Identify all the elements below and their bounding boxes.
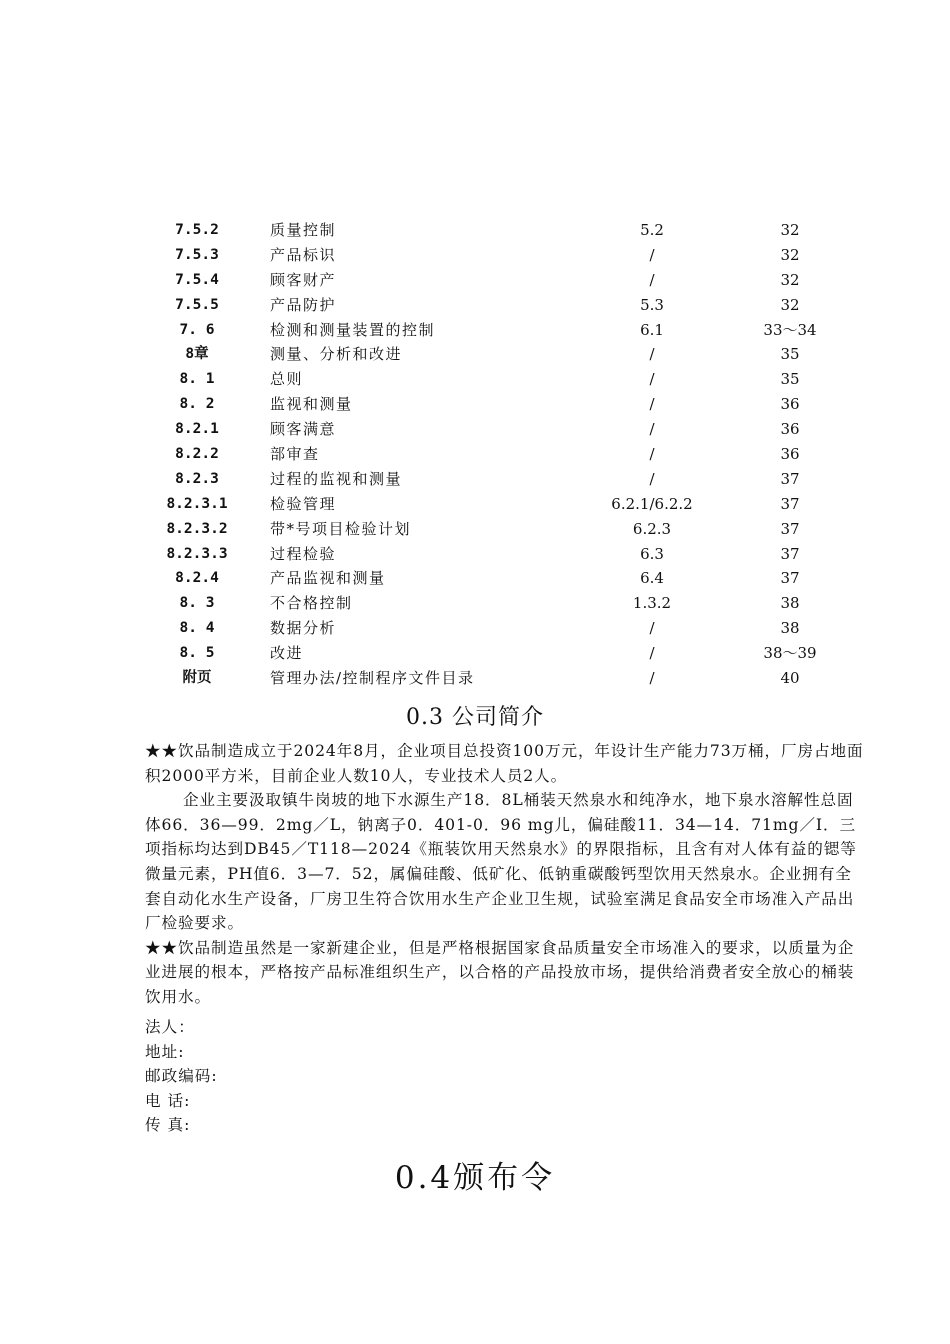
toc-row bbox=[0, 293, 950, 318]
toc-title: 过程的监视和测量 bbox=[270, 469, 403, 488]
toc-page: 32 bbox=[780, 245, 800, 264]
toc-page: 37 bbox=[780, 519, 800, 538]
profile-paragraph-3: ★★饮品制造虽然是一家新建企业，但是严格根据国家食品质量安全市场准入的要求，以质量为企业进展的根本，严格按产品标准组织生产，以合格的产品投放市场，提供给消费者安全放心的桶装饮用水。 bbox=[145, 938, 855, 1006]
toc-number: 8. 2 bbox=[179, 396, 215, 413]
section-heading-company-profile: 0.3 公司简介 bbox=[406, 705, 544, 730]
toc-title: 改进 bbox=[270, 644, 304, 663]
toc-title: 产品标识 bbox=[270, 245, 337, 264]
toc-page: 38 bbox=[780, 594, 800, 613]
profile-paragraph-2: 企业主要汲取镇牛岗坡的地下水源生产18．8L桶装天然泉水和纯净水，地下泉水溶解性总固体66．36—99．2mg／L，钠离子0．401-0．96 mg儿，偏硅酸11．34—14．71mg／I．三项指标均达到DB45／T118—2024《瓶装饮用天然泉水》的界限指标，且含有对人体有益的锶等微量元素，PH值6．3—7．52，属偏硅酸、低矿化、低钠重碳酸钙型饮用天然泉水。企业拥有全套自动化水生产设备，厂房卫生符合饮用水生产企业卫生规，试验室满足食品安全市场准入产品出厂检验要求。 bbox=[145, 791, 857, 933]
toc-page: 36 bbox=[780, 395, 800, 414]
company-profile-text bbox=[145, 739, 865, 1010]
toc-row bbox=[0, 566, 950, 591]
toc-number: 8. 5 bbox=[179, 645, 215, 662]
toc-reference: 6.1 bbox=[640, 320, 664, 339]
toc-page: 38～39 bbox=[763, 644, 817, 663]
toc-page: 37 bbox=[780, 569, 800, 588]
toc-page: 38 bbox=[780, 619, 800, 638]
toc-row bbox=[0, 342, 950, 367]
toc-title: 监视和测量 bbox=[270, 395, 353, 414]
toc-page: 35 bbox=[780, 370, 800, 389]
profile-paragraph-1: ★★饮品制造成立于2024年8月，企业项目总投资100万元，年设计生产能力73万桶，厂房占地面积2000平方米，目前企业人数10人，专业技术人员2人。 bbox=[145, 742, 864, 785]
toc-number: 7.5.3 bbox=[175, 246, 219, 263]
toc-number: 8. 4 bbox=[179, 620, 215, 637]
toc-number: 附页 bbox=[182, 670, 212, 687]
toc-title: 总则 bbox=[270, 370, 304, 389]
toc-title: 过程检验 bbox=[270, 544, 337, 563]
toc-number: 8.2.3.2 bbox=[166, 520, 228, 537]
toc-number: 7. 6 bbox=[179, 321, 215, 338]
field-address: 地址: bbox=[145, 1042, 185, 1061]
toc-reference: / bbox=[649, 370, 655, 389]
toc-page: 37 bbox=[780, 469, 800, 488]
toc-title: 质量控制 bbox=[270, 221, 337, 239]
contact-fields bbox=[145, 1015, 218, 1138]
toc-title: 不合格控制 bbox=[270, 594, 353, 613]
toc-number: 8. 1 bbox=[179, 371, 215, 388]
toc-title: 检测和测量装置的控制 bbox=[270, 320, 436, 339]
toc-number: 8.2.2 bbox=[175, 446, 219, 463]
toc-reference: / bbox=[649, 395, 655, 414]
toc-number: 8.2.3.3 bbox=[166, 545, 228, 562]
toc-reference: 5.2 bbox=[640, 221, 664, 239]
field-legal-person: 法人： bbox=[145, 1018, 195, 1036]
toc-page: 32 bbox=[780, 221, 800, 239]
toc-title: 数据分析 bbox=[270, 619, 337, 638]
toc-row bbox=[0, 591, 950, 616]
section-heading-promulgation: 0.4颁布令 bbox=[394, 1160, 556, 1196]
toc-row bbox=[0, 666, 950, 691]
toc-title: 带*号项目检验计划 bbox=[270, 519, 412, 538]
toc-title: 顾客财产 bbox=[270, 270, 337, 289]
toc-reference: / bbox=[649, 420, 655, 439]
toc-row bbox=[0, 392, 950, 417]
toc-reference: 6.3 bbox=[640, 544, 664, 563]
toc-reference: 1.3.2 bbox=[632, 594, 672, 613]
toc-reference: / bbox=[649, 644, 655, 663]
toc-number: 8.2.1 bbox=[175, 421, 219, 438]
toc-reference: / bbox=[649, 345, 655, 364]
toc-page: 37 bbox=[780, 494, 800, 513]
toc-reference: 6.2.3 bbox=[632, 519, 672, 538]
toc-title: 顾客满意 bbox=[270, 420, 337, 439]
toc-number: 8.2.4 bbox=[175, 570, 219, 587]
toc-reference: 6.4 bbox=[640, 569, 664, 588]
toc-reference: 6.2.1/6.2.2 bbox=[611, 494, 693, 513]
toc-page: 32 bbox=[780, 270, 800, 289]
toc-row bbox=[0, 243, 950, 268]
toc-row bbox=[0, 467, 950, 492]
toc-row bbox=[0, 268, 950, 293]
toc-page: 32 bbox=[780, 295, 800, 314]
toc-reference: 5.3 bbox=[640, 295, 664, 314]
toc-title: 部审查 bbox=[270, 445, 320, 464]
toc-title: 产品防护 bbox=[270, 295, 337, 314]
toc-reference: / bbox=[649, 469, 655, 488]
toc-row bbox=[0, 367, 950, 392]
toc-reference: / bbox=[649, 669, 655, 688]
toc-page: 40 bbox=[780, 669, 800, 688]
toc-title: 检验管理 bbox=[270, 494, 337, 513]
toc-number: 8. 3 bbox=[179, 595, 215, 612]
toc-page: 35 bbox=[780, 345, 800, 364]
toc-page: 36 bbox=[780, 445, 800, 464]
toc-row bbox=[0, 318, 950, 343]
toc-row bbox=[0, 517, 950, 542]
toc-reference: / bbox=[649, 445, 655, 464]
toc-title: 管理办法/控制程序文件目录 bbox=[270, 669, 475, 688]
field-postcode: 邮政编码: bbox=[145, 1067, 218, 1086]
toc-row bbox=[0, 417, 950, 442]
toc-row bbox=[0, 616, 950, 641]
toc-number: 7.5.5 bbox=[175, 296, 219, 313]
toc-reference: / bbox=[649, 245, 655, 264]
toc-number: 8章 bbox=[185, 346, 209, 363]
field-fax: 传 真: bbox=[145, 1116, 191, 1135]
toc-title: 测量、分析和改进 bbox=[270, 345, 403, 364]
toc-page: 36 bbox=[780, 420, 800, 439]
toc-number: 8.2.3 bbox=[175, 470, 219, 487]
toc-page: 33～34 bbox=[763, 320, 817, 339]
toc-number: 7.5.4 bbox=[175, 271, 219, 288]
toc-row bbox=[0, 442, 950, 467]
toc-row bbox=[0, 542, 950, 567]
toc-row bbox=[0, 641, 950, 666]
toc-page: 37 bbox=[780, 544, 800, 563]
field-phone: 电 话: bbox=[145, 1091, 191, 1110]
table-of-contents bbox=[0, 218, 950, 691]
toc-number: 8.2.3.1 bbox=[166, 495, 228, 512]
toc-reference: / bbox=[649, 270, 655, 289]
toc-title: 产品监视和测量 bbox=[270, 569, 386, 588]
toc-reference: / bbox=[649, 619, 655, 638]
toc-row bbox=[0, 218, 950, 243]
toc-number: 7.5.2 bbox=[175, 222, 219, 238]
toc-row bbox=[0, 492, 950, 517]
